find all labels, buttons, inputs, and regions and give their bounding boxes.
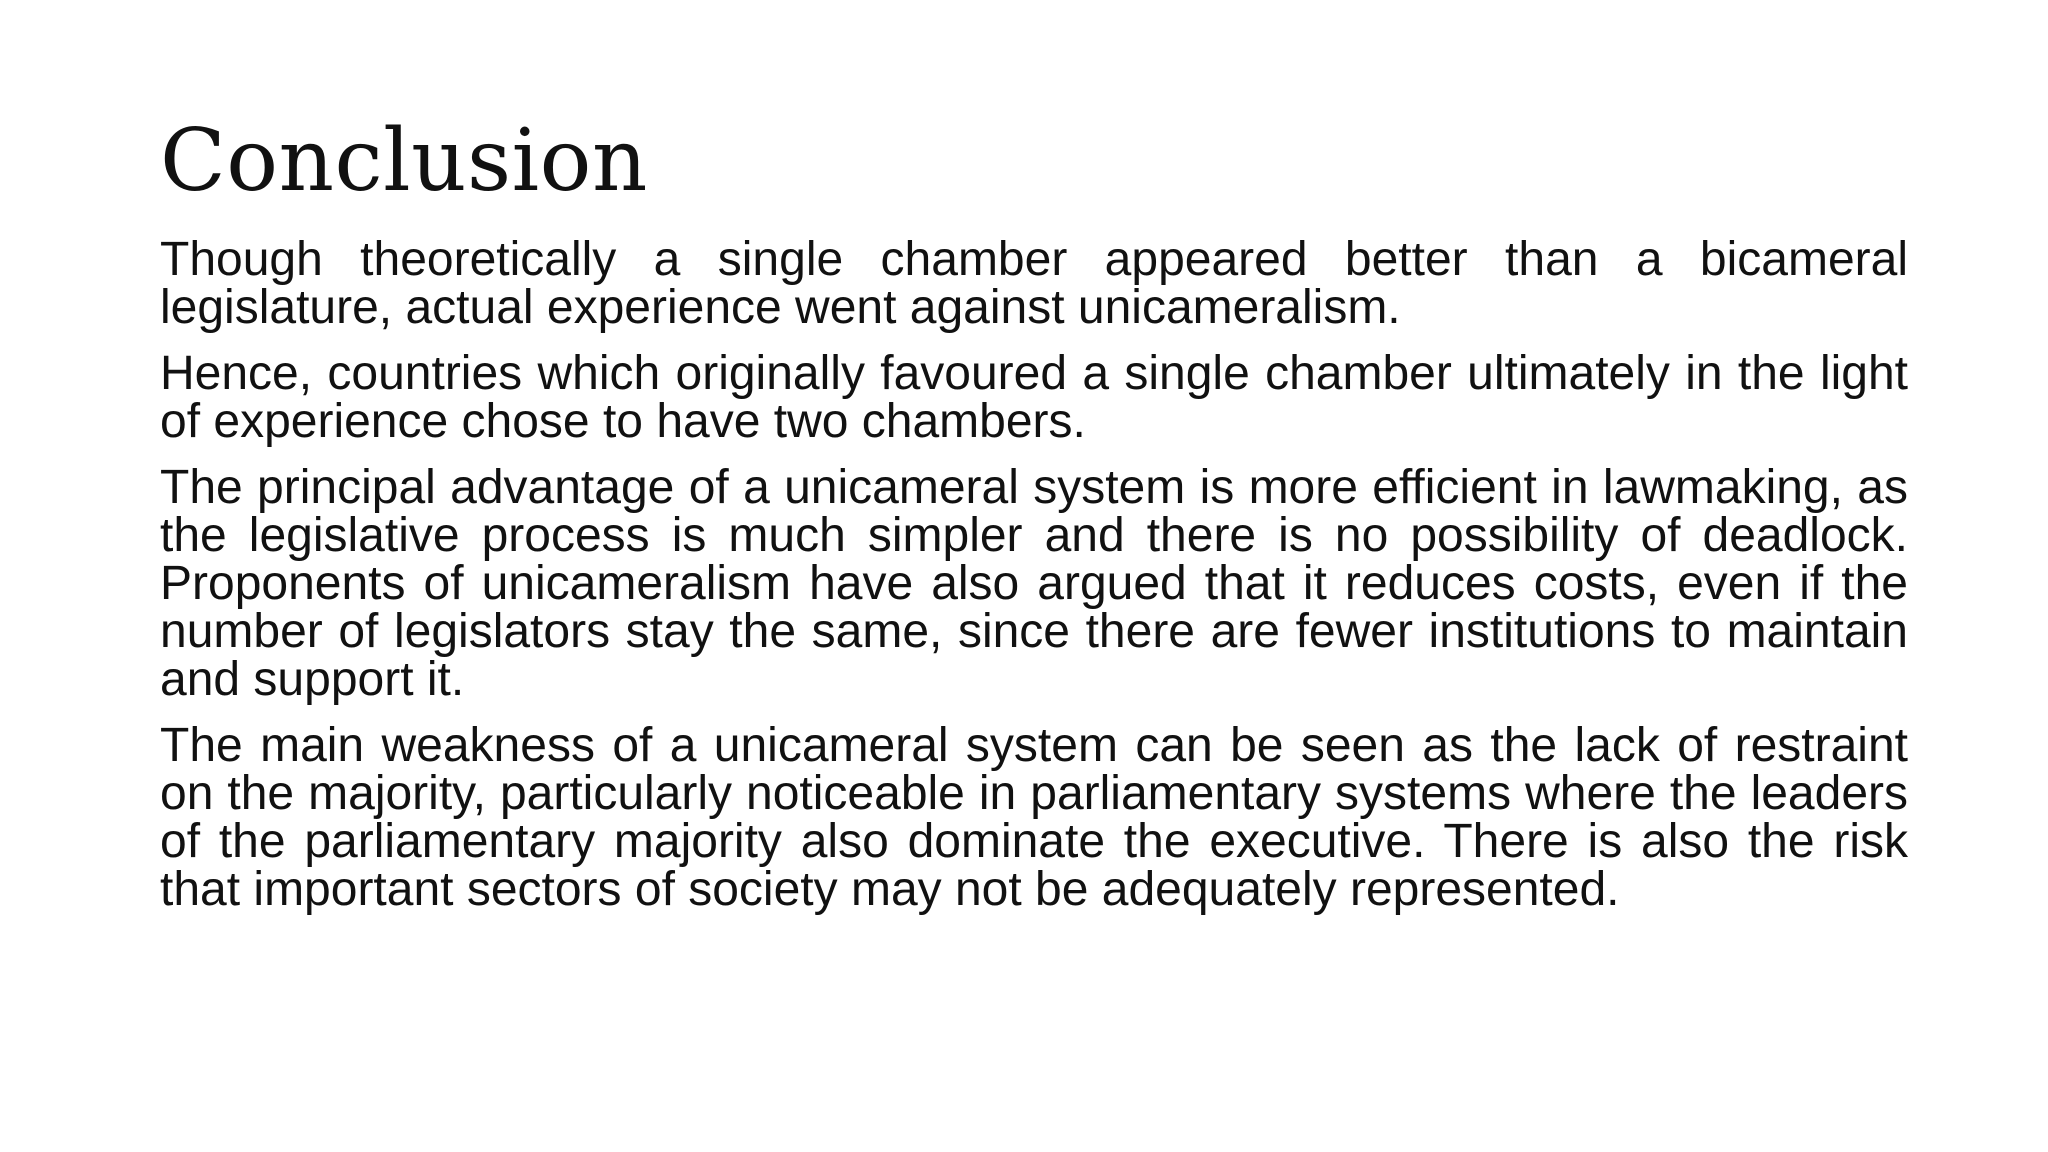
paragraph-unicameral-weakness: The main weakness of a unicameral system can be seen as the lack of restraint on the majority, particularly noticeable in parliamentary systems where the leaders of the parliamentary majority also dominate the executive. There is also the risk that important sectors of society may not be adequately represented. [160, 719, 1908, 916]
paragraph-theoretical-vs-experience: Though theoretically a single chamber appeared better than a bicameral legislature, actual experience went against unicameralism. [160, 233, 1908, 334]
paragraph-countries-two-chambers: Hence, countries which originally favoured a single chamber ultimately in the light of experience chose to have two chambers. [160, 347, 1908, 448]
slide-body [160, 233, 1908, 932]
paragraph-unicameral-advantage: The principal advantage of a unicameral system is more efficient in lawmaking, as the legislative process is much simpler and there is no possibility of deadlock. Proponents of unicameralism have also argued that it reduces costs, even if the number of legislators stay the same, since there are fewer institutions to maintain and support it. [160, 461, 1908, 706]
slide-title: Conclusion [160, 111, 648, 211]
